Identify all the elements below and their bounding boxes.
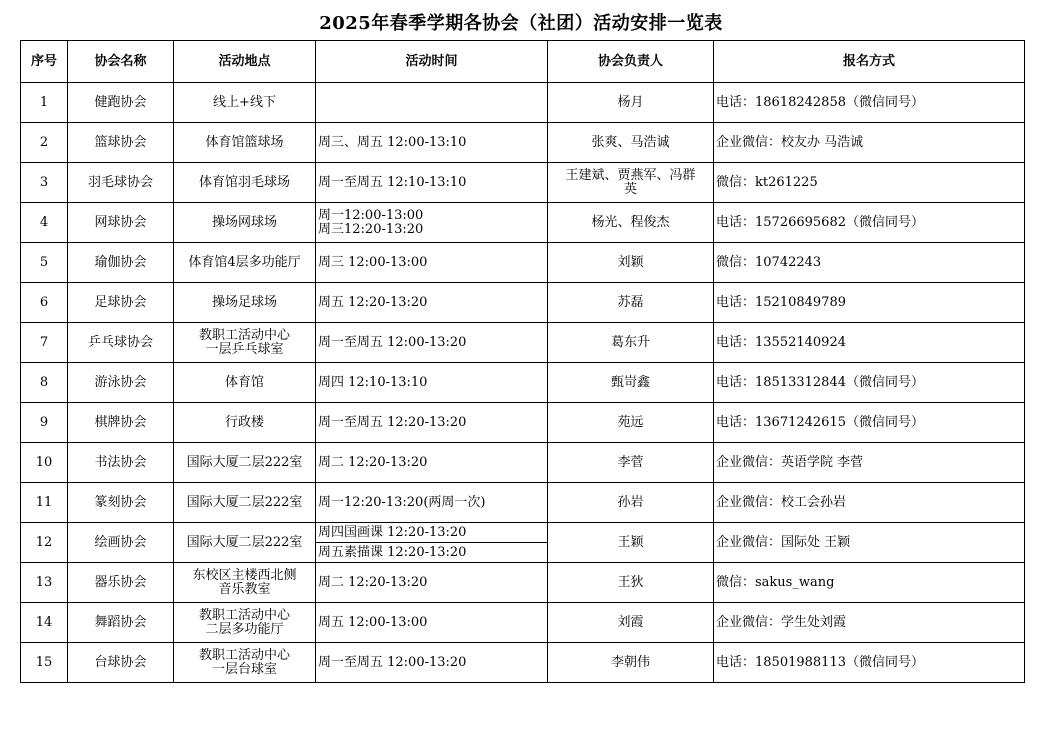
cell-name: 篮球协会 bbox=[68, 123, 174, 163]
cell-signup: 电话：15210849789 bbox=[714, 283, 1025, 323]
cell-place: 体育馆4层多功能厅 bbox=[174, 243, 316, 283]
table-row bbox=[21, 403, 1025, 443]
header-leader: 协会负责人 bbox=[548, 41, 714, 83]
cell-time: 周五 12:20-13:20 bbox=[316, 283, 548, 323]
place-line: 教职工活动中心 bbox=[198, 607, 290, 623]
cell-signup: 企业微信：校工会孙岩 bbox=[714, 483, 1025, 523]
cell-signup: 企业微信：英语学院 李菅 bbox=[714, 443, 1025, 483]
cell-name: 器乐协会 bbox=[68, 563, 174, 603]
cell-leader: 杨月 bbox=[548, 83, 714, 123]
cell-no: 12 bbox=[21, 523, 68, 563]
cell-place bbox=[174, 323, 316, 363]
table-row bbox=[21, 243, 1025, 283]
cell-time: 周四 12:10-13:10 bbox=[316, 363, 548, 403]
cell-name: 网球协会 bbox=[68, 203, 174, 243]
cell-no: 11 bbox=[21, 483, 68, 523]
cell-name: 台球协会 bbox=[68, 643, 174, 683]
time-line: 周三12:20-13:20 bbox=[318, 221, 424, 237]
cell-leader: 孙岩 bbox=[548, 483, 714, 523]
cell-name: 书法协会 bbox=[68, 443, 174, 483]
cell-time: 周二 12:20-13:20 bbox=[316, 563, 548, 603]
cell-time: 周二 12:20-13:20 bbox=[316, 443, 548, 483]
cell-time: 周三 12:00-13:00 bbox=[316, 243, 548, 283]
header-no: 序号 bbox=[21, 41, 68, 83]
header-name: 协会名称 bbox=[68, 41, 174, 83]
cell-signup: 电话：13671242615（微信同号） bbox=[714, 403, 1025, 443]
table-row bbox=[21, 563, 1025, 603]
cell-leader: 苏磊 bbox=[548, 283, 714, 323]
table-row bbox=[21, 123, 1025, 163]
table-row bbox=[21, 283, 1025, 323]
cell-no: 13 bbox=[21, 563, 68, 603]
cell-no: 5 bbox=[21, 243, 68, 283]
table-row bbox=[21, 603, 1025, 643]
cell-place: 体育馆 bbox=[174, 363, 316, 403]
table-row bbox=[21, 443, 1025, 483]
cell-signup: 电话：13552140924 bbox=[714, 323, 1025, 363]
cell-leader: 王狄 bbox=[548, 563, 714, 603]
cell-no: 3 bbox=[21, 163, 68, 203]
cell-name: 健跑协会 bbox=[68, 83, 174, 123]
cell-name: 足球协会 bbox=[68, 283, 174, 323]
leader-line: 英 bbox=[623, 181, 637, 197]
cell-place: 国际大厦二层222室 bbox=[174, 483, 316, 523]
cell-time: 周三、周五 12:00-13:10 bbox=[316, 123, 548, 163]
cell-time: 周一至周五 12:00-13:20 bbox=[316, 643, 548, 683]
cell-signup: 微信：sakus_wang bbox=[714, 563, 1025, 603]
cell-time: 周一至周五 12:20-13:20 bbox=[316, 403, 548, 443]
cell-signup: 电话：18618242858（微信同号） bbox=[714, 83, 1025, 123]
cell-no: 7 bbox=[21, 323, 68, 363]
table-row bbox=[21, 643, 1025, 683]
cell-name: 棋牌协会 bbox=[68, 403, 174, 443]
cell-time: 周五素描课 12:20-13:20 bbox=[316, 543, 548, 563]
place-line: 教职工活动中心 bbox=[198, 327, 290, 343]
cell-leader: 刘霞 bbox=[548, 603, 714, 643]
cell-place bbox=[174, 643, 316, 683]
table-row bbox=[21, 163, 1025, 203]
cell-place: 操场网球场 bbox=[174, 203, 316, 243]
cell-no: 14 bbox=[21, 603, 68, 643]
cell-no: 15 bbox=[21, 643, 68, 683]
page-title: 2025年春季学期各协会（社团）活动安排一览表 bbox=[319, 13, 723, 34]
cell-time bbox=[316, 203, 548, 243]
place-line: 二层多功能厅 bbox=[205, 621, 284, 637]
cell-leader: 杨光、程俊杰 bbox=[548, 203, 714, 243]
cell-name: 游泳协会 bbox=[68, 363, 174, 403]
cell-no: 4 bbox=[21, 203, 68, 243]
cell-time: 周一至周五 12:00-13:20 bbox=[316, 323, 548, 363]
leader-line: 王建斌、贾燕军、冯群 bbox=[565, 167, 696, 183]
table-row bbox=[21, 363, 1025, 403]
cell-leader: 张爽、马浩诚 bbox=[548, 123, 714, 163]
table-row bbox=[21, 323, 1025, 363]
cell-signup: 企业微信：学生处刘霞 bbox=[714, 603, 1025, 643]
cell-place: 体育馆羽毛球场 bbox=[174, 163, 316, 203]
cell-place: 操场足球场 bbox=[174, 283, 316, 323]
cell-leader bbox=[548, 163, 714, 203]
cell-time: 周一至周五 12:10-13:10 bbox=[316, 163, 548, 203]
header-place: 活动地点 bbox=[174, 41, 316, 83]
place-line: 音乐教室 bbox=[218, 581, 271, 597]
table-row bbox=[21, 83, 1025, 123]
cell-name: 瑜伽协会 bbox=[68, 243, 174, 283]
cell-signup: 微信：10742243 bbox=[714, 243, 1025, 283]
schedule-table bbox=[20, 40, 1025, 683]
cell-name: 绘画协会 bbox=[68, 523, 174, 563]
header-time: 活动时间 bbox=[316, 41, 548, 83]
cell-leader: 葛东升 bbox=[548, 323, 714, 363]
header-row bbox=[21, 41, 1025, 83]
cell-leader: 刘颖 bbox=[548, 243, 714, 283]
place-line: 教职工活动中心 bbox=[198, 647, 290, 663]
cell-time: 周四国画课 12:20-13:20 bbox=[316, 523, 548, 543]
cell-no: 6 bbox=[21, 283, 68, 323]
cell-no: 8 bbox=[21, 363, 68, 403]
cell-signup: 电话：18513312844（微信同号） bbox=[714, 363, 1025, 403]
table-row bbox=[21, 523, 1025, 543]
cell-signup: 微信：kt261225 bbox=[714, 163, 1025, 203]
cell-place: 国际大厦二层222室 bbox=[174, 443, 316, 483]
cell-name: 篆刻协会 bbox=[68, 483, 174, 523]
cell-signup: 企业微信：国际处 王颖 bbox=[714, 523, 1025, 563]
header-signup: 报名方式 bbox=[714, 41, 1025, 83]
cell-name: 乒乓球协会 bbox=[68, 323, 174, 363]
place-line: 东校区主楼西北侧 bbox=[192, 567, 297, 583]
cell-no: 1 bbox=[21, 83, 68, 123]
cell-no: 9 bbox=[21, 403, 68, 443]
cell-time bbox=[316, 83, 548, 123]
place-line: 一层乒乓球室 bbox=[205, 341, 284, 357]
cell-signup: 电话：15726695682（微信同号） bbox=[714, 203, 1025, 243]
time-line: 周一12:00-13:00 bbox=[318, 207, 424, 223]
place-line: 一层台球室 bbox=[211, 661, 277, 677]
table-row bbox=[21, 203, 1025, 243]
cell-no: 2 bbox=[21, 123, 68, 163]
cell-place bbox=[174, 603, 316, 643]
table-row bbox=[21, 483, 1025, 523]
cell-place: 体育馆篮球场 bbox=[174, 123, 316, 163]
cell-leader: 李朝伟 bbox=[548, 643, 714, 683]
cell-leader: 苑远 bbox=[548, 403, 714, 443]
cell-place: 国际大厦二层222室 bbox=[174, 523, 316, 563]
cell-no: 10 bbox=[21, 443, 68, 483]
cell-leader: 李菅 bbox=[548, 443, 714, 483]
cell-time: 周五 12:00-13:00 bbox=[316, 603, 548, 643]
cell-leader: 王颖 bbox=[548, 523, 714, 563]
cell-place: 线上+线下 bbox=[174, 83, 316, 123]
cell-place bbox=[174, 563, 316, 603]
cell-time: 周一12:20-13:20(两周一次) bbox=[316, 483, 548, 523]
cell-name: 羽毛球协会 bbox=[68, 163, 174, 203]
cell-name: 舞蹈协会 bbox=[68, 603, 174, 643]
cell-signup: 企业微信：校友办 马浩诚 bbox=[714, 123, 1025, 163]
cell-place: 行政楼 bbox=[174, 403, 316, 443]
cell-leader: 甄岢鑫 bbox=[548, 363, 714, 403]
cell-signup: 电话：18501988113（微信同号） bbox=[714, 643, 1025, 683]
